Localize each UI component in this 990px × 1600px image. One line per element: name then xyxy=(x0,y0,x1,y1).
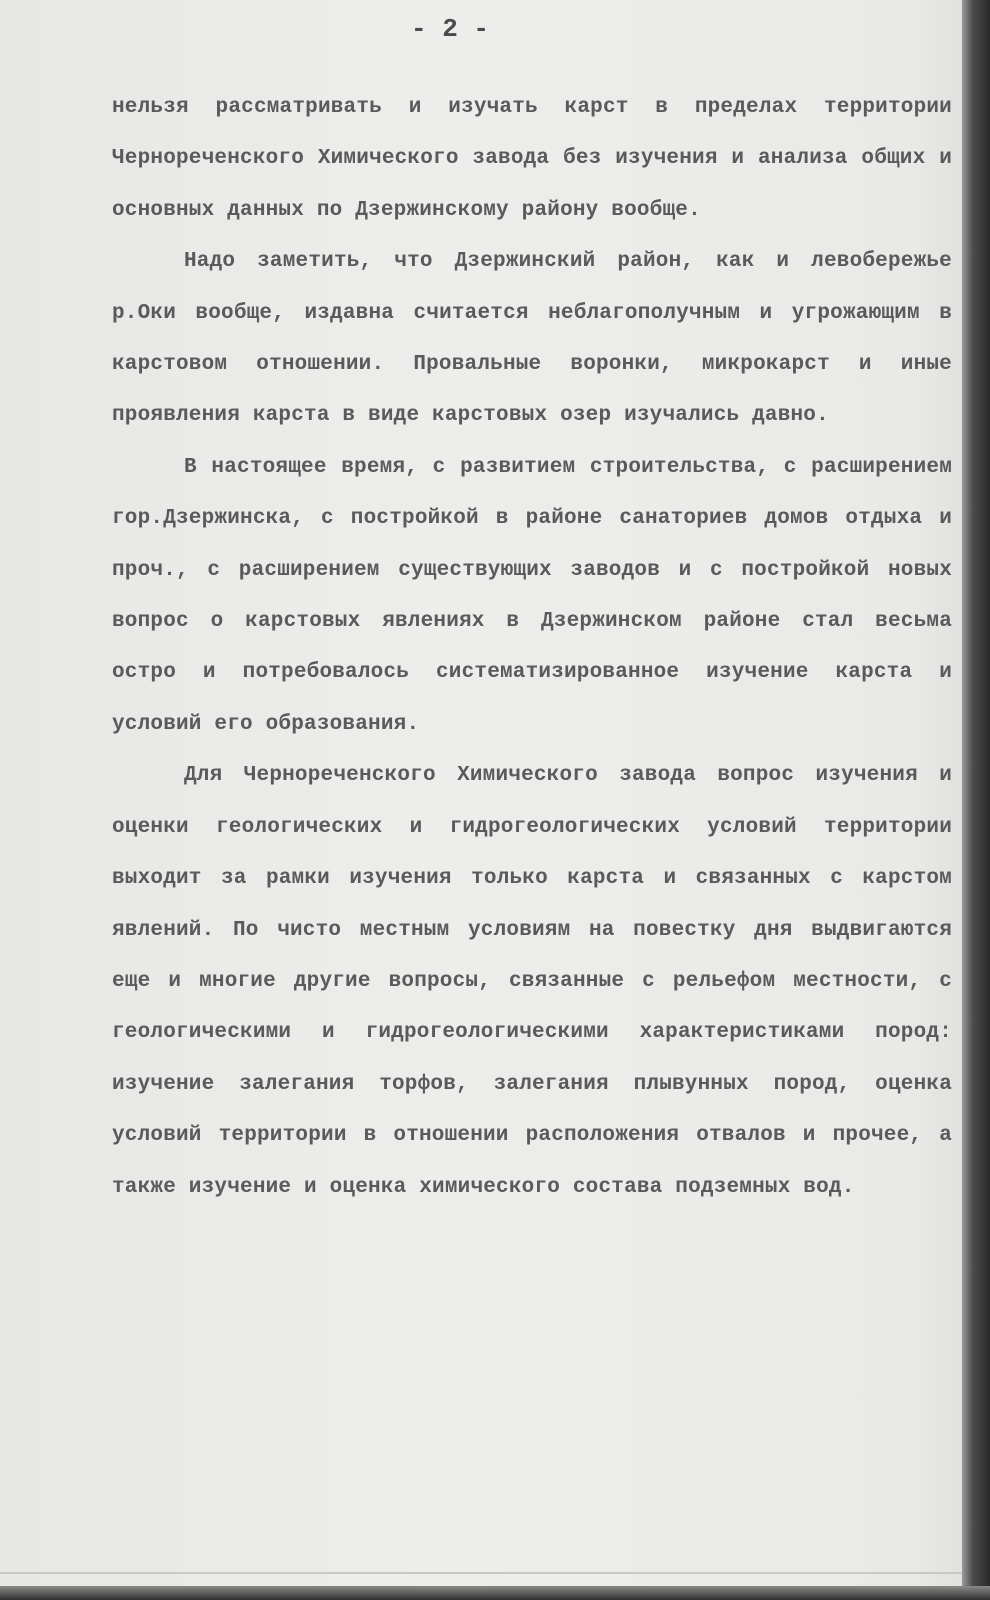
paragraph-2: Надо заметить, что Дзержинский район, как и левобережье р.Оки вообще, издавна считается неблагополучным и угрожающим в карстовом отношении. Провальные воронки, микрокарст и иные проявления карста в виде карстовых озер изучались давно. xyxy=(112,250,952,428)
document-body xyxy=(112,82,952,1213)
scanner-shadow-right xyxy=(962,0,990,1600)
paragraph-3: В настоящее время, с развитием строительства, с расширением гор.Дзержинска, с постройкой в районе санаториев домов отдыха и проч., с расширением существующих заводов и с постройкой новых вопрос о карстовых явлениях в Дзержинском районе стал весьма остро и потребовалось систематизированное изучение карста и условий его образования. xyxy=(112,455,952,736)
scanner-shadow-bottom xyxy=(0,1586,990,1600)
paragraph-4: Для Чернореченского Химического завода вопрос изучения и оценки геологических и гидрогеологических условий территории выходит за рамки изучения только карста и связанных с карстом явлений. По чисто местным условиям на повестку дня выдвигаются еще и многие другие вопросы, связанные с рельефом местности, с геологическими и гидрогеологическими характеристиками пород: изучение залегания торфов, залегания плывунных пород, оценка условий территории в отношении расположения отвалов и прочее, а также изучение и оценка химического состава подземных вод. xyxy=(112,764,952,1199)
page-bottom-edge xyxy=(0,1572,962,1574)
page-number: - 2 - xyxy=(410,14,489,44)
paragraph-1: нельзя рассматривать и изучать карст в пределах территории Чернореченского Химического завода без изучения и анализа общих и основных данных по Дзержинскому району вообще. xyxy=(112,96,952,222)
